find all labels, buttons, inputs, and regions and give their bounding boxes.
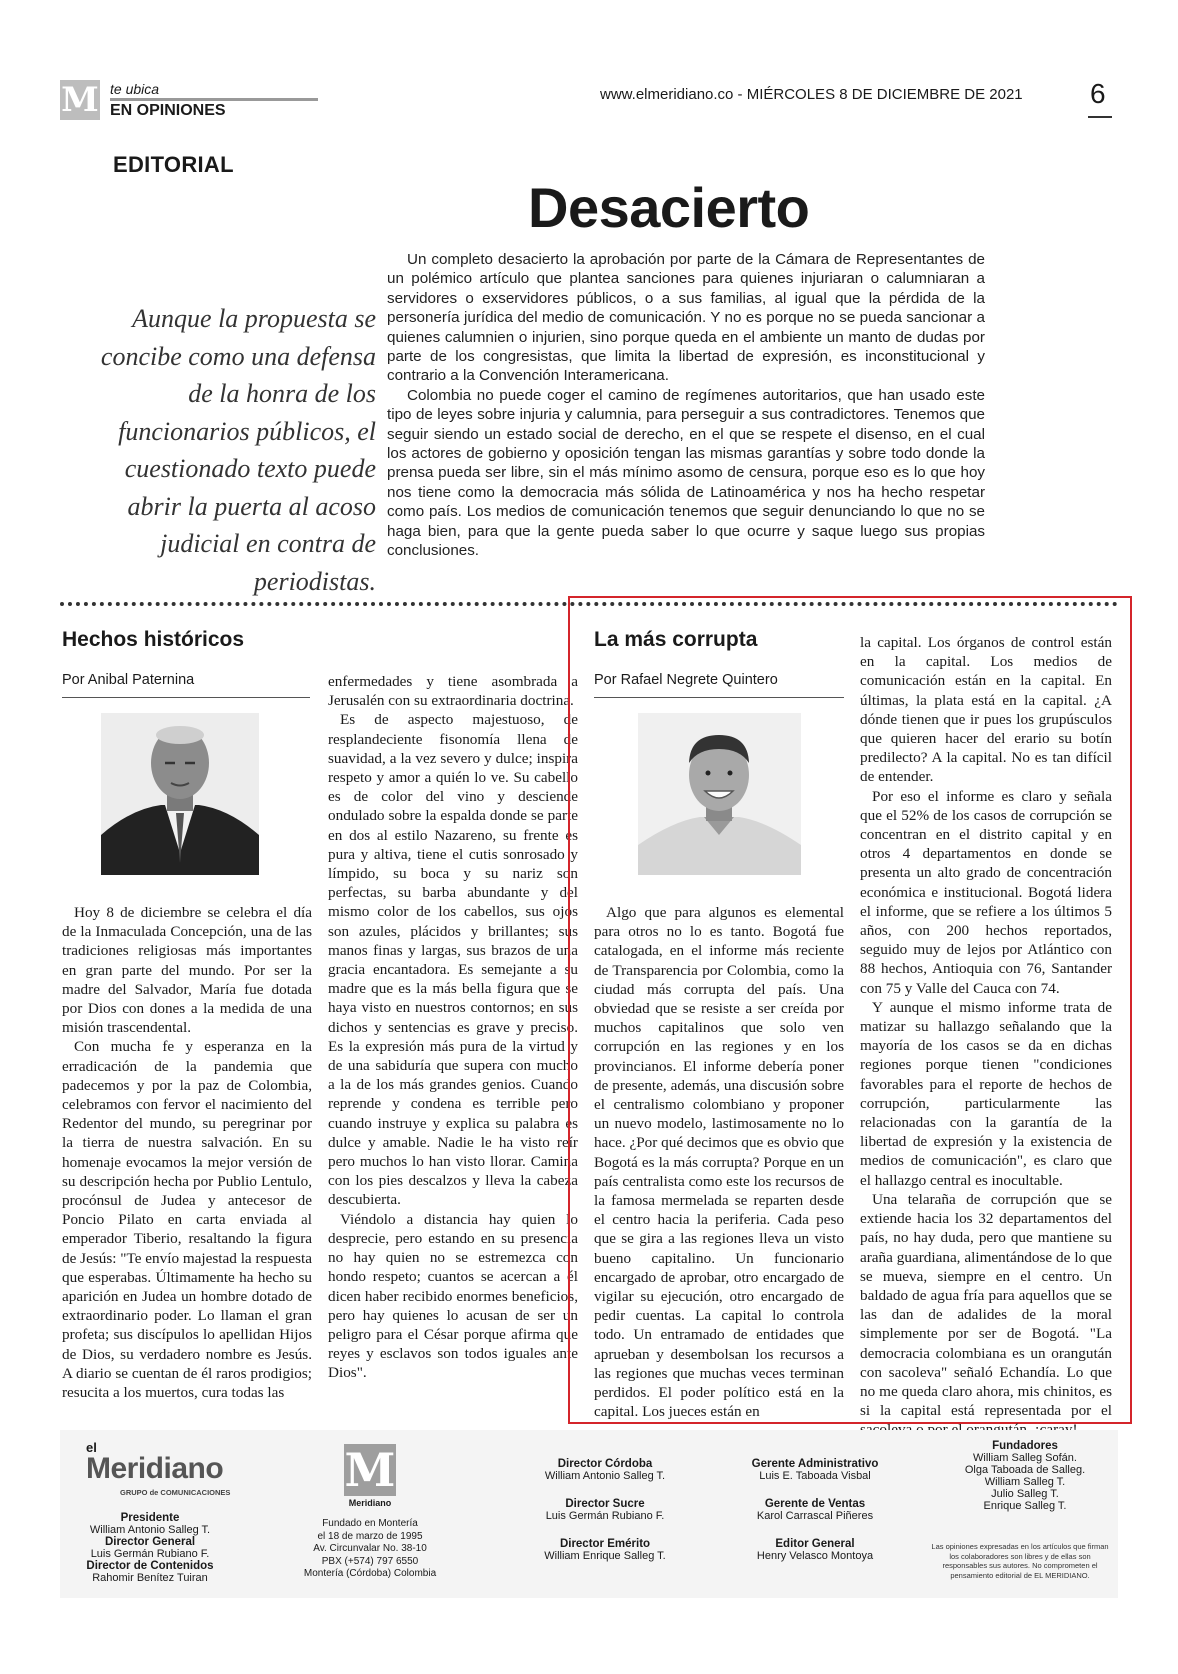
brand-top: el bbox=[86, 1440, 97, 1455]
founders bbox=[940, 1440, 1110, 1512]
staff-role: Presidente bbox=[120, 1512, 180, 1524]
staff-mid bbox=[510, 1458, 700, 1562]
article-paragraph: Una telaraña de corrupción que se extiende hacia los 32 departamentos del país, no hay duda, pero que mantiene su araña guardiana, alimentándose de lo que se mueva, siempre en el centro. Un baldado de agua fría para aquellos que se las dan de adalides de la moral simplemente por ser de Bogotá. "La democracia colombiana es un orangután con sacoleva" señaló Echandía. Lo que no me queda claro ahora, mis chinitos, es si la capital está representada por el bbox=[860, 1190, 1112, 1420]
article-title-corrupta: La más corrupta bbox=[594, 628, 758, 651]
byline-rule bbox=[594, 697, 844, 698]
article-column bbox=[62, 903, 312, 1402]
newspaper-logo: M bbox=[61, 80, 99, 120]
header-rule bbox=[110, 98, 318, 101]
masthead-footer bbox=[60, 1430, 1118, 1598]
founding-line: el 18 de marzo de 1995 bbox=[317, 1530, 423, 1542]
founding-line: Av. Circunvalar No. 38-10 bbox=[313, 1543, 427, 1554]
editorial-headline: Desacierto bbox=[528, 176, 810, 239]
founder-name: William Salleg T. bbox=[984, 1476, 1066, 1488]
staff-name: William Antonio Salleg T. bbox=[544, 1470, 666, 1482]
article-paragraph: Es de aspecto majestuoso, de resplandeciente fisonomía llena de suavidad, a la vez severo y dulce; inspira respeto y amor a quién lo ve. Su cabello es de color del vino y desciende ondulado sobre la espalda donde se parte en dos al estilo Nazareno, su frente es pura y altiva, tiene el cutis sonrosado y límpido, su boca y su nariz son perfectas, su barba abundante y del mismo color de los cabellos, sus ojos son azules, plácidos y brillantes; sus manos finas y largas, sus brazos de una gracia encantadora. Es semejante a su madre que es la más bella figura que se haya visto en nuestros contornos; en sus dichos y sentencias es grave y preciso. Es la expresión más pura de la virtud y de una sabiduría que supera con mucho a la de los más grandes genios. Cuando reprende y condena es terrible pero cuando instruye y explica su palabra es dulce y amable. Nadie le ha visto reír pero muchos lo han visto llorar. Camina con los pies descalzos y lleva la cabeza descubierta. bbox=[328, 711, 578, 1209]
disclaimer: Las opiniones expresadas en los artículos que firman los colaboradores son libres y de ellas son responsables sus autores. No comprometen el pensamiento editorial de EL MERIDIANO. bbox=[931, 1542, 1109, 1580]
editorial-paragraph: Un completo desacierto la aprobación por parte de la Cámara de Representantes de un polémico artículo que plantea sanciones para quienes injuriaran o calumniaran a servidores o exservidores públicos, o a sus familias, al igual que la pérdida de la personería jurídica del medio de comunicación. Y no es porque no se pueda sancionar a quienes calumnien o injurien, sino porque queda en el ambiente un manto de dudas por parte de los congresistas, que limita la libertad de expresión, es inconstitucional y contrario a la Convención Interamericana. bbox=[387, 251, 985, 385]
founders-title: Fundadores bbox=[992, 1440, 1058, 1452]
staff-role: Editor General bbox=[775, 1538, 855, 1550]
section-label: EN OPINIONES bbox=[110, 102, 226, 119]
staff-name: Karol Carrascal Piñeres bbox=[756, 1510, 874, 1522]
brand-subtitle: GRUPO de COMUNICACIONES bbox=[120, 1488, 231, 1497]
staff-right bbox=[720, 1458, 910, 1562]
staff-name: Luis E. Taboada Visbal bbox=[759, 1470, 871, 1482]
article-column bbox=[860, 633, 1112, 1440]
page-number-rule bbox=[1088, 116, 1112, 118]
article-title-hechos: Hechos históricos bbox=[62, 628, 245, 651]
founding-line: Fundado en Montería bbox=[322, 1518, 418, 1529]
founding-line: PBX (+574) 797 6550 bbox=[321, 1555, 419, 1567]
staff-name: William Antonio Salleg T. bbox=[89, 1524, 211, 1536]
editorial-pullquote: Aunque la propuesta se concibe como una defensa de la honra de los funcionarios públicos, el cuestionado texto puede abrir la puerta al acoso judicial en contra de periodistas. bbox=[100, 304, 376, 596]
article-paragraph: Y aunque el mismo informe trata de matizar su hallazgo señalando que la mayoría de los casos se da en dichas regiones porque tienen "condiciones favorables para el reporte de hechos de corrupción, particularmente las relacionadas con la garantía de la libertad de expresión y la existencia de medios de comunicación", es claro que el hallazgo central es inocultable. bbox=[860, 998, 1112, 1189]
founding-info bbox=[295, 1518, 445, 1581]
article-paragraph: Viéndolo a distancia hay quien lo desprecie, pero estando en su presencia no hay quien no se estremezca con hondo respeto; cuantos se acercan a él dicen haber recibido enormes beneficios, pero hay quienes lo acusan de ser un peligro para el César porque afirma que reyes y esclavos son todos iguales ante Dios". bbox=[328, 1210, 578, 1382]
founder-name: Enrique Salleg T. bbox=[983, 1500, 1067, 1512]
article-column bbox=[594, 903, 844, 1421]
dateline: www.elmeridiano.co - MIÉRCOLES 8 DE DICIEMBRE DE 2021 bbox=[600, 86, 1023, 103]
staff-role: Director Emérito bbox=[559, 1538, 651, 1550]
article-paragraph: la capital. Los órganos de control están en la capital. Los medios de comunicación están en la capital. En últimas, la plata está en la capital. ¿A dónde tienen que ir pues los grupúsculos que quieren hacer del erario su botín predilecto? A la capital. No es tan difícil de entender. bbox=[860, 634, 1112, 786]
article-paragraph: Por eso el informe es claro y señala que el 52% de los casos de corrupción se concentran en el distrito capital y en otros 4 departamentos en donde se presenta un alto grado de concentración económica e institucional. Bogotá lidera el informe, que se refiere a los últimos 5 años, con 200 hechos reportados, seguido muy de lejos por Atlántico con 88 hechos, Antioquia con 76, Santander con 75 y Valle del Cauca con 74. bbox=[860, 787, 1112, 997]
staff-role: Director Sucre bbox=[565, 1498, 645, 1510]
article-byline-hechos: Por Anibal Paternina bbox=[62, 672, 195, 688]
staff-role: Gerente Administrativo bbox=[751, 1458, 879, 1470]
founder-name: William Salleg Sofán. bbox=[973, 1452, 1077, 1464]
founder-name: Olga Taboada de Salleg. bbox=[964, 1464, 1086, 1476]
staff-name: Luis Germán Rubiano F. bbox=[545, 1510, 665, 1522]
author-photo-negrete bbox=[638, 713, 801, 875]
staff-left bbox=[70, 1512, 230, 1584]
article-column bbox=[328, 672, 578, 1383]
page-number: 6 bbox=[1090, 78, 1106, 109]
brand-name: Meridiano bbox=[86, 1452, 224, 1485]
footer-logo-caption: Meridiano bbox=[348, 1498, 392, 1508]
article-paragraph: enfermedades y tiene asombrada a Jerusalén con su extraordinaria doctrina. bbox=[328, 673, 578, 710]
article-byline-corrupta: Por Rafael Negrete Quintero bbox=[594, 672, 778, 688]
editorial-label: EDITORIAL bbox=[113, 152, 234, 177]
article-paragraph: Con mucha fe y esperanza en la erradicación de la pandemia que padecemos y por la paz de Colombia, celebramos con fervor el nacimiento del Redentor del mundo, su peregrinar por la tierra de nuestra salvación. En su homenaje evocamos la mejor versión de su descripción hecha por Publio Lentulo, procónsul de Judea y antecesor de Poncio Pilato en carta enviada al emperador Tiberio, resaltando la figura de Jesús: "Te envío majestad la respuesta que esperabas. Últimamente ha hecho su aparición en Judea un hombre dotado de extraordinario poder. Lo llaman el gran profeta; sus discípulos lo apellidan Hijos de Dios, su verdadero nombre es Jesús. A diario se cuentan de él raros prodigios; resucita a los muertos, cura todas las bbox=[62, 1038, 312, 1402]
tagline: te ubica bbox=[110, 81, 160, 97]
staff-name: Luis Germán Rubiano F. bbox=[90, 1548, 210, 1560]
staff-role: Director Córdoba bbox=[557, 1458, 653, 1470]
staff-name: Rahomir Benítez Tuiran bbox=[92, 1572, 208, 1584]
editorial-body bbox=[387, 250, 985, 561]
staff-name: William Enrique Salleg T. bbox=[544, 1550, 666, 1562]
founding-line: Montería (Córdoba) Colombia bbox=[303, 1568, 437, 1579]
author-photo-paternina bbox=[101, 713, 259, 875]
byline-rule bbox=[62, 697, 310, 698]
article-paragraph: Algo que para algunos es elemental para otros no lo es tanto. Bogotá fue catalogada, en el informe más reciente de Transparencia por Colombia, como la ciudad más corrupta del país. Una obviedad que se resiste a ser creída por muchos capitalinos que solo ven corrupción en las regiones y en los provincianos. El informe debería poner de presente, además, una discusión sobre el centralismo colombiano y proponer un nuevo modelo, lastimosamente no lo hace. ¿Por qué decimos que es obvio que Bogotá es la más corrupta? Porque en un país centralista como este los recursos de la famosa mermelada se reparten desde el centro hacia la periferia. Cada peso que se gira a las regiones lleva un visto bueno capitalino. Un funcionario encargado de aprobar, otro encargado de vigilar su ejecución, otro encargado de pedir cuentas. La capital lo controla todo. Un entramado de entidades que aprueban y desembolsan los recursos a las regiones que muchas veces terminan perdidos. El poder político está en la capital. Los jueces están en bbox=[594, 904, 844, 1421]
footer-logo: M bbox=[344, 1443, 396, 1497]
article-paragraph: Hoy 8 de diciembre se celebra el día de la Inmaculada Concepción, una de las tradiciones religiosas más importantes en gran parte del mundo. Por ser la madre del Salvador, María fue dotada por Dios con dones a la medida de una misión trascendental. bbox=[62, 904, 312, 1037]
staff-role: Director de Contenidos bbox=[86, 1560, 214, 1572]
founder-name: Julio Salleg T. bbox=[991, 1488, 1059, 1500]
editorial-paragraph: Colombia no puede coger el camino de regímenes autoritarios, que han usado este tipo de leyes sobre injuria y calumnia, para perseguir a sus contradictores. Tenemos que seguir siendo un estado social de derecho, en el que se respete el disenso, en el cual los actores de gobierno y oposición tengan las mismas garantías y sobre todo donde la prensa pueda ser libre, sin el más mínimo asomo de censura, porque eso es lo que hoy nos tiene como la democracia más sólida de Latinoamérica y nos ha hecho respetar como país. Los medios de comunicación tenemos que seguir denunciando lo que no se haga bien, para que la gente pueda saber lo que ocurre y saque luego sus propias conclusiones. bbox=[387, 386, 985, 560]
staff-name: Henry Velasco Montoya bbox=[756, 1550, 874, 1562]
staff-role: Gerente de Ventas bbox=[764, 1498, 866, 1510]
staff-role: Director General bbox=[104, 1536, 196, 1548]
